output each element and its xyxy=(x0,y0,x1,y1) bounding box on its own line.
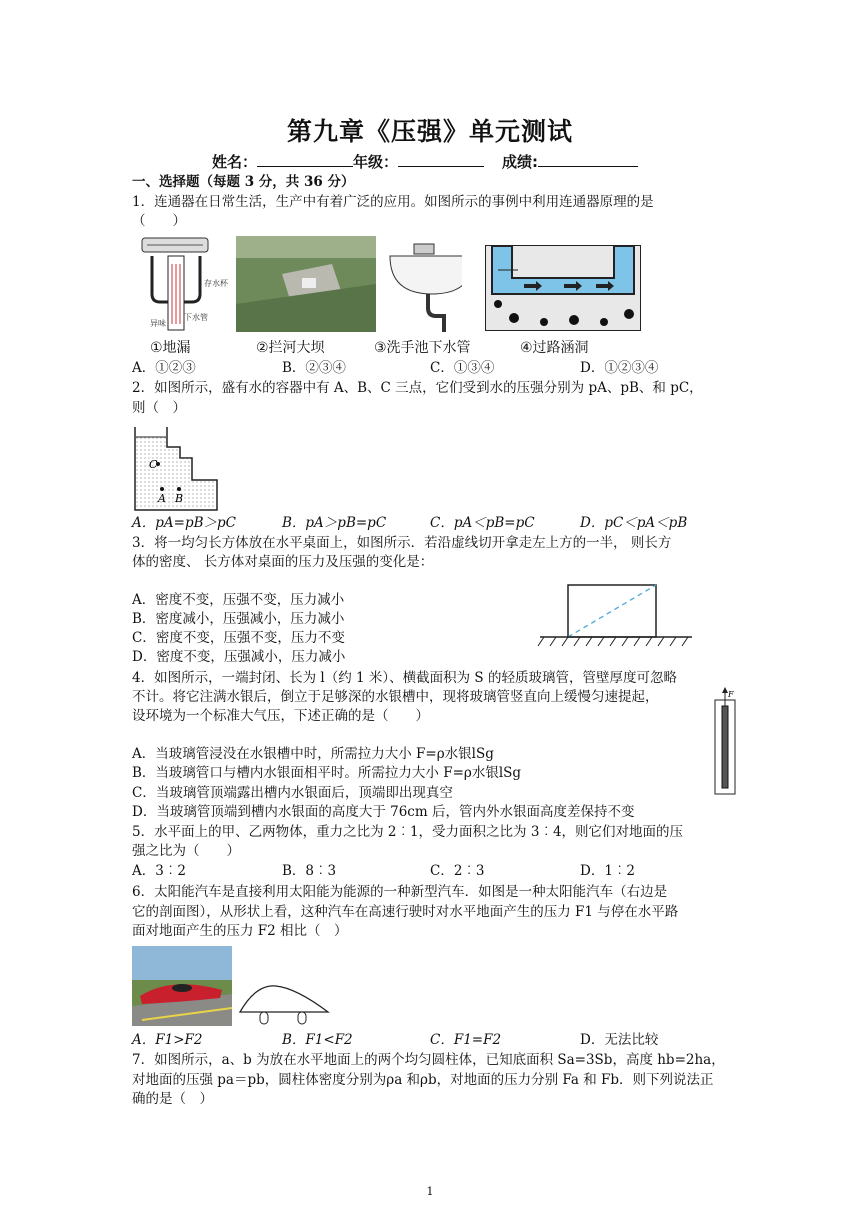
q3-option-c[interactable]: C．密度不变，压强不变，压力不变 xyxy=(132,630,345,646)
label-cup: 存水杯 xyxy=(204,279,228,288)
q4-option-a[interactable]: A．当玻璃管浸没在水银槽中时，所需拉力大小 F=ρ水银lSg xyxy=(132,746,494,762)
force-label: F xyxy=(728,690,734,699)
q4-stem-1: 4．如图所示，一端封闭、长为 l（约 1 米）、横截面积为 S 的轻质玻璃管，管壁厚度可忽略 xyxy=(132,670,677,686)
name-blank xyxy=(257,152,353,167)
q4-tube-figure xyxy=(712,686,738,796)
score-blank xyxy=(538,152,638,167)
q5-option-a[interactable]: A．3︰2 xyxy=(132,863,186,879)
fig-label-drain: ①地漏 xyxy=(150,340,191,356)
q2-container-figure xyxy=(132,425,222,513)
q1-stem-2: （ ） xyxy=(132,213,186,229)
floor-drain-figure xyxy=(142,238,229,330)
q7-stem-3: 确的是（ ） xyxy=(132,1091,213,1107)
q1-option-c[interactable]: C．①③④ xyxy=(430,360,495,376)
q4-stem-2: 不计。将它注满水银后，倒立于足够深的水银槽中，现将玻璃管竖直向上缓慢匀速提起， xyxy=(132,689,659,705)
q1-option-a[interactable]: A．①②③ xyxy=(132,360,196,376)
q2-stem-2: 则（ ） xyxy=(132,400,186,416)
grade-blank xyxy=(398,152,484,167)
q7-stem-2: 对地面的压强 pa＝pb，圆柱体密度分别为ρa 和ρb，对地面的压力分别 Fa 和 Fb．则下列说法正 xyxy=(132,1072,714,1088)
label-odor: 异味 xyxy=(150,319,166,328)
fig-label-culvert: ④过路涵洞 xyxy=(520,340,589,356)
name-label: 姓名： xyxy=(212,153,258,171)
q2-option-d[interactable]: D．pC＜pA＜pB xyxy=(580,515,688,531)
q1-stem-1: 1．连通器在日常生活，生产中有着广泛的应用。如图所示的事例中利用连通器原理的是 xyxy=(132,194,654,210)
score-label: 成绩: xyxy=(502,153,539,171)
q3-stem-1: 3．将一均匀长方体放在水平桌面上，如图所示．若沿虚线切开拿走左上方的一半， 则长方 xyxy=(132,535,672,551)
solar-car-photo xyxy=(132,946,232,1026)
q4-stem-3: 设环境为一个标准大气压，下述正确的是（ ） xyxy=(132,708,429,724)
point-b: B xyxy=(175,492,184,505)
section-heading: 一、选择题（每题 3 分，共 36 分） xyxy=(132,174,355,190)
fig-label-sink: ③洗手池下水管 xyxy=(374,340,471,356)
q6-option-b[interactable]: B．F1<F2 xyxy=(282,1032,353,1048)
q2-option-c[interactable]: C．pA＜pB=pC xyxy=(430,515,535,531)
q4-option-d[interactable]: D．当玻璃管顶端到槽内水银面的高度大于 76cm 后，管内外水银面高度差保持不变 xyxy=(132,804,635,820)
q3-stem-2: 体的密度、 长方体对桌面的压力及压强的变化是： xyxy=(132,554,434,570)
point-c: C xyxy=(149,458,158,471)
q1-option-d[interactable]: D．①②③④ xyxy=(580,360,659,376)
q6-stem-2: 它的剖面图），从形状上看，这种汽车在高速行驶时对水平地面产生的压力 F1 与停在水平路 xyxy=(132,904,679,920)
dam-photo xyxy=(236,236,376,332)
q6-stem-1: 6．太阳能汽车是直接利用太阳能为能源的一种新型汽车．如图是一种太阳能汽车（右边是 xyxy=(132,884,668,900)
q6-option-d[interactable]: D．无法比较 xyxy=(580,1032,659,1048)
grade-label: 年级： xyxy=(353,153,399,171)
q5-option-b[interactable]: B．8︰3 xyxy=(282,863,337,879)
page-title: 第九章《压强》单元测试 xyxy=(286,117,573,146)
q6-option-a[interactable]: A．F1>F2 xyxy=(132,1032,203,1048)
q1-figure-strip xyxy=(132,234,462,334)
label-pipe: 下水管 xyxy=(184,313,208,322)
q5-stem-2: 强之比为（ ） xyxy=(132,843,240,859)
q2-option-a[interactable]: A．pA=pB＞pC xyxy=(132,515,236,531)
page-number: 1 xyxy=(426,1185,434,1198)
solar-car-cross-section xyxy=(236,980,332,1030)
q4-option-c[interactable]: C．当玻璃管顶端露出槽内水银面后，顶端即出现真空 xyxy=(132,785,453,801)
q1-option-b[interactable]: B．②③④ xyxy=(282,360,346,376)
fig-label-dam: ②拦河大坝 xyxy=(256,340,325,356)
q2-option-b[interactable]: B．pA＞pB=pC xyxy=(282,515,387,531)
q2-stem-1: 2．如图所示，盛有水的容器中有 A、B、C 三点，它们受到水的压强分别为 pA、pB、和 pC， xyxy=(132,380,703,396)
q4-option-b[interactable]: B．当玻璃管口与槽内水银面相平时。所需拉力大小 F=ρ水银lSg xyxy=(132,765,522,781)
q3-option-a[interactable]: A．密度不变，压强不变，压力减小 xyxy=(132,592,345,608)
q5-stem-1: 5．水平面上的甲、乙两物体，重力之比为 2︰1，受力面积之比为 3︰4，则它们对地面的压 xyxy=(132,824,684,840)
q3-block-figure xyxy=(536,580,694,652)
sink-figure xyxy=(390,244,462,332)
culvert-figure xyxy=(484,244,642,332)
q3-option-d[interactable]: D．密度不变，压强减小，压力减小 xyxy=(132,649,346,665)
q7-stem-1: 7．如图所示，a、b 为放在水平地面上的两个均匀圆柱体，已知底面积 Sa=3Sb，高度 hb=2ha， xyxy=(132,1052,725,1068)
point-a: A xyxy=(158,492,166,505)
q5-option-c[interactable]: C．2︰3 xyxy=(430,863,485,879)
q6-stem-3: 面对地面产生的压力 F2 相比（ ） xyxy=(132,923,348,939)
q5-option-d[interactable]: D．1︰2 xyxy=(580,863,636,879)
student-info-line xyxy=(212,151,638,172)
q3-option-b[interactable]: B．密度减小，压强减小，压力减小 xyxy=(132,611,345,627)
q6-option-c[interactable]: C．F1=F2 xyxy=(430,1032,502,1048)
